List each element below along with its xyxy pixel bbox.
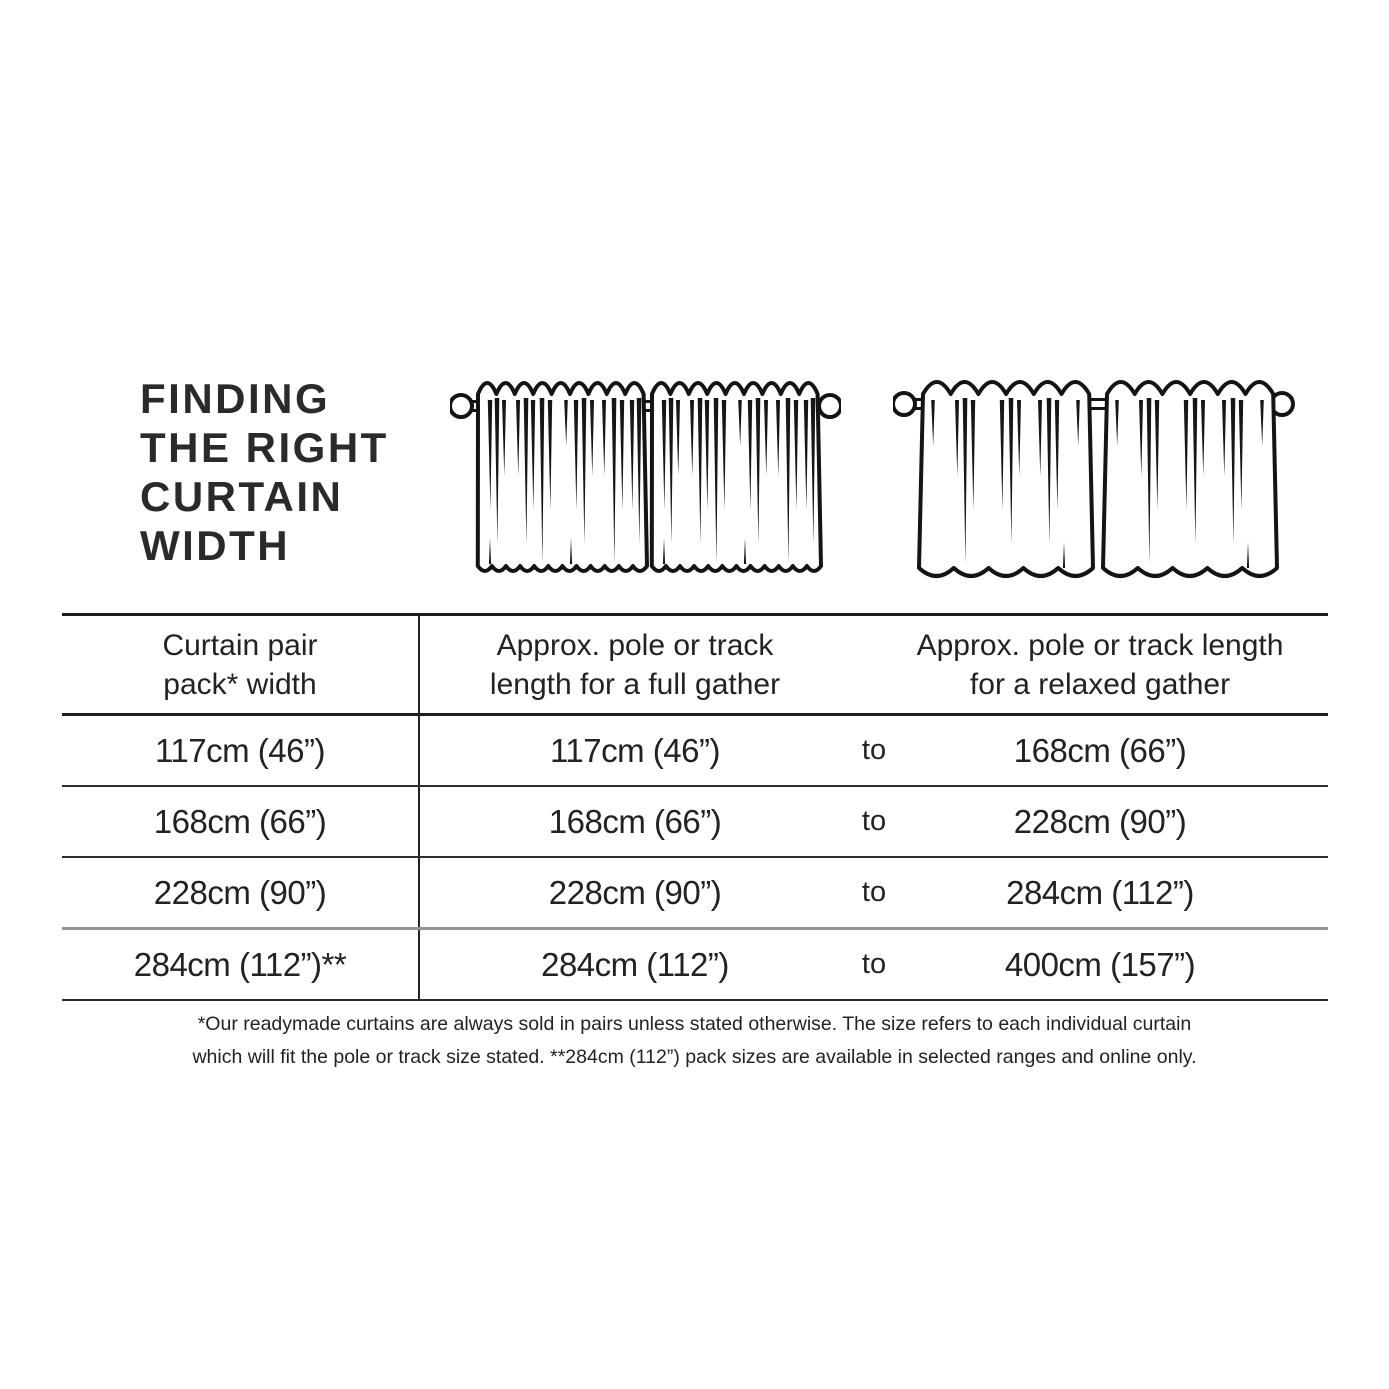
full-gather-value: 284cm (112”) [541,945,729,983]
relaxed-gather-value: 284cm (112”) [1006,873,1194,911]
full-gather-value: 228cm (90”) [548,873,722,911]
col-header-relaxed-gather [898,626,1328,704]
relaxed-gather-value: 400cm (157”) [1004,945,1196,983]
relaxed-gather-value: 228cm (90”) [1013,802,1187,840]
page-title-line: CURTAIN [140,473,344,520]
pack-width-value: 284cm (112”)** [62,930,420,999]
to-label: to [861,734,887,766]
page-title-line: WIDTH [140,522,291,569]
to-label: to [861,876,887,908]
col-header-full-gather [420,626,850,704]
pole-finial-icon [893,393,915,415]
page-title-line: THE RIGHT [140,424,389,471]
table-row [62,785,1328,856]
to-label: to [861,948,887,980]
to-label: to [861,805,887,837]
col-header-line: Approx. pole or track [496,628,774,662]
relaxed-gather-value: 168cm (66”) [1013,731,1187,769]
pack-width-value: 228cm (90”) [62,858,420,927]
col-header-pack-width [62,616,420,713]
page-title [140,374,470,570]
page-title-line: FINDING [140,375,331,422]
table-row [62,927,1328,999]
table-row [62,856,1328,927]
col-header-line: Approx. pole or track length [916,628,1284,662]
footnote [0,1008,1389,1074]
col-header-line: length for a full gather [489,667,781,701]
relaxed-gather-curtains-icon [893,372,1295,587]
pack-width-value: 168cm (66”) [62,787,420,856]
curtain-panel [1103,382,1277,576]
curtain-panel [919,382,1093,576]
footnote-line: *Our readymade curtains are always sold in pairs unless stated otherwise. The size refers to each individual curtain [197,1013,1192,1035]
table-header-row [62,616,1328,716]
pack-width-value: 117cm (46”) [62,716,420,785]
col-header-line: pack* width [163,667,317,701]
col-header-line: Curtain pair [162,628,318,662]
curtain-size-table [62,613,1328,1001]
footnote-line: which will fit the pole or track size stated. **284cm (112”) pack sizes are available in selected ranges and online only. [192,1046,1197,1068]
table-row [62,716,1328,785]
full-gather-value: 117cm (46”) [550,731,720,769]
pole-finial-icon [819,395,841,417]
col-header-line: for a relaxed gather [969,667,1231,701]
full-gather-value: 168cm (66”) [548,802,722,840]
full-gather-curtains-icon [450,376,841,581]
pole-finial-icon [450,395,472,417]
